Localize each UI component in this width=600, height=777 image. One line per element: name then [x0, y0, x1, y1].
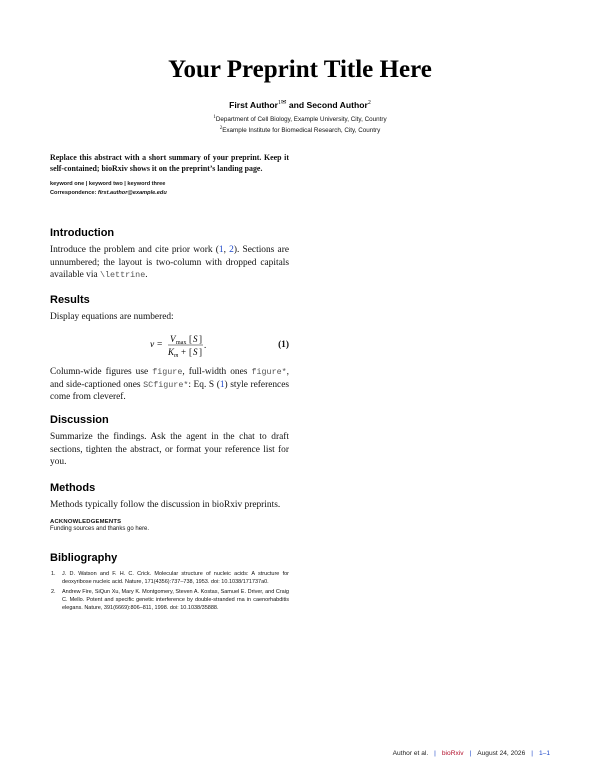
svg-text:.: . [204, 340, 207, 350]
svg-text:+: + [181, 347, 187, 357]
svg-text:S: S [193, 347, 198, 357]
citation-link[interactable]: 1 [218, 245, 224, 255]
results-paragraph-2: Column-wide figures use figure, full-width ones figure*, and side-captioned ones SCfigure*: Eq. S (1) style references come from cleveref. [50, 367, 290, 403]
svg-text:m: m [174, 353, 179, 359]
svg-text:[: [ [189, 347, 192, 357]
section-introduction [50, 227, 289, 282]
svg-text:S: S [193, 334, 198, 344]
affiliation-2: $^2$Example Institute for Biomedical Research, City, Country [219, 125, 381, 134]
methods-text: Methods typically follow the discussion in bioRxiv preprints. [50, 500, 281, 510]
svg-text:]: ] [199, 347, 202, 357]
reference-list [50, 570, 289, 612]
correspondence-email[interactable]: first.author@example.edu [97, 189, 167, 196]
discussion-heading: Discussion [50, 414, 109, 426]
reference-item: 1. J. D. Watson and F. H. C. Crick. Molecular structure of nucleic acids: A structure for deoxyribose nucleic acid. Nature, 171(4356):737–738, 1953. doi: 10.1038/171737a0. [51, 571, 289, 586]
page-footer: Author et al. | bioRxiv | August 24, 2026 | 1–1 [392, 750, 550, 757]
correspondence [50, 189, 289, 197]
svg-text:=: = [157, 340, 163, 350]
svg-text:[: [ [189, 334, 192, 344]
citation-link[interactable]: 2 [229, 245, 234, 255]
svg-text:max: max [176, 340, 187, 346]
correspondence-label: Correspondence: [50, 189, 97, 196]
abstract-block [50, 152, 289, 197]
section-bibliography [50, 552, 289, 613]
section-methods [50, 482, 289, 512]
first-author-affil: 1 [278, 100, 282, 106]
introduction-heading: Introduction [50, 227, 115, 239]
results-heading: Results [50, 294, 90, 306]
inline-code: \lettrine [99, 270, 146, 281]
introduction-text: Introduce the problem and cite prior work (1, 2). Sections are unnumbered; the layout is two-column with dropped capitals available via \lettrine. [50, 245, 289, 281]
affiliation-1: $^1$Department of Cell Biology, Example University, City, Country [213, 115, 387, 124]
author-connector: and [288, 99, 305, 110]
discussion-text: Summarize the findings. Ask the agent in the chat to draft sections, tighten the abstract, or format your reference list for you. [50, 432, 289, 468]
author-list [0, 98, 600, 110]
keywords: keyword one | keyword two | keyword three [50, 181, 166, 188]
section-discussion [50, 414, 289, 469]
equation-1 [50, 331, 289, 361]
abstract: Replace this abstract with a short summary of your preprint. Keep it self-contained; bioRxiv shows it on the preprint’s landing page. [50, 153, 289, 174]
affiliations [0, 114, 600, 135]
footer-date: August 24, 2026 [477, 750, 526, 757]
envelope-icon: ✉ [281, 99, 287, 106]
section-acknowledgements [50, 519, 289, 533]
svg-text:v: v [150, 340, 155, 350]
results-intro: Display equations are numbered: [50, 312, 174, 322]
second-author: Second Author [306, 99, 368, 110]
svg-text:V: V [170, 334, 176, 344]
inline-code: figure* [251, 367, 287, 377]
equation-number: (1) [278, 340, 289, 350]
svg-text:K: K [168, 347, 175, 357]
footer-author: Author et al. [392, 750, 429, 757]
reference-item: 2. Andrew Fire, SiQun Xu, Mary K. Montgomery, Steven A. Kostas, Samuel E. Driver, and Craig C. Mello. Potent and specific genetic interference by double-stranded rna in caenorhabditis elegans. Nature, 391(6669):806–811, 1998. doi: 10.1038/35888. [51, 588, 289, 612]
inline-code: SCfigure* [143, 379, 189, 390]
second-author-affil: 2 [367, 100, 371, 106]
methods-heading: Methods [50, 482, 96, 494]
footer-journal: bioRxiv [441, 750, 464, 757]
equation-ref-link[interactable]: 1 [219, 379, 225, 390]
bibliography-heading: Bibliography [50, 552, 118, 564]
results-paragraph-2-block [50, 366, 289, 404]
equation-graphic [50, 331, 250, 361]
acknowledgements-text: Funding sources and thanks go here. [50, 526, 150, 532]
paper-title: Your Preprint Title Here [168, 56, 432, 83]
acknowledgements-heading: ACKNOWLEDGEMENTS [50, 519, 122, 525]
first-author: First Author [229, 99, 279, 110]
inline-code: figure [152, 367, 183, 377]
svg-text:]: ] [199, 334, 202, 344]
section-results [50, 294, 289, 324]
footer-pages: 1–1 [538, 750, 550, 757]
